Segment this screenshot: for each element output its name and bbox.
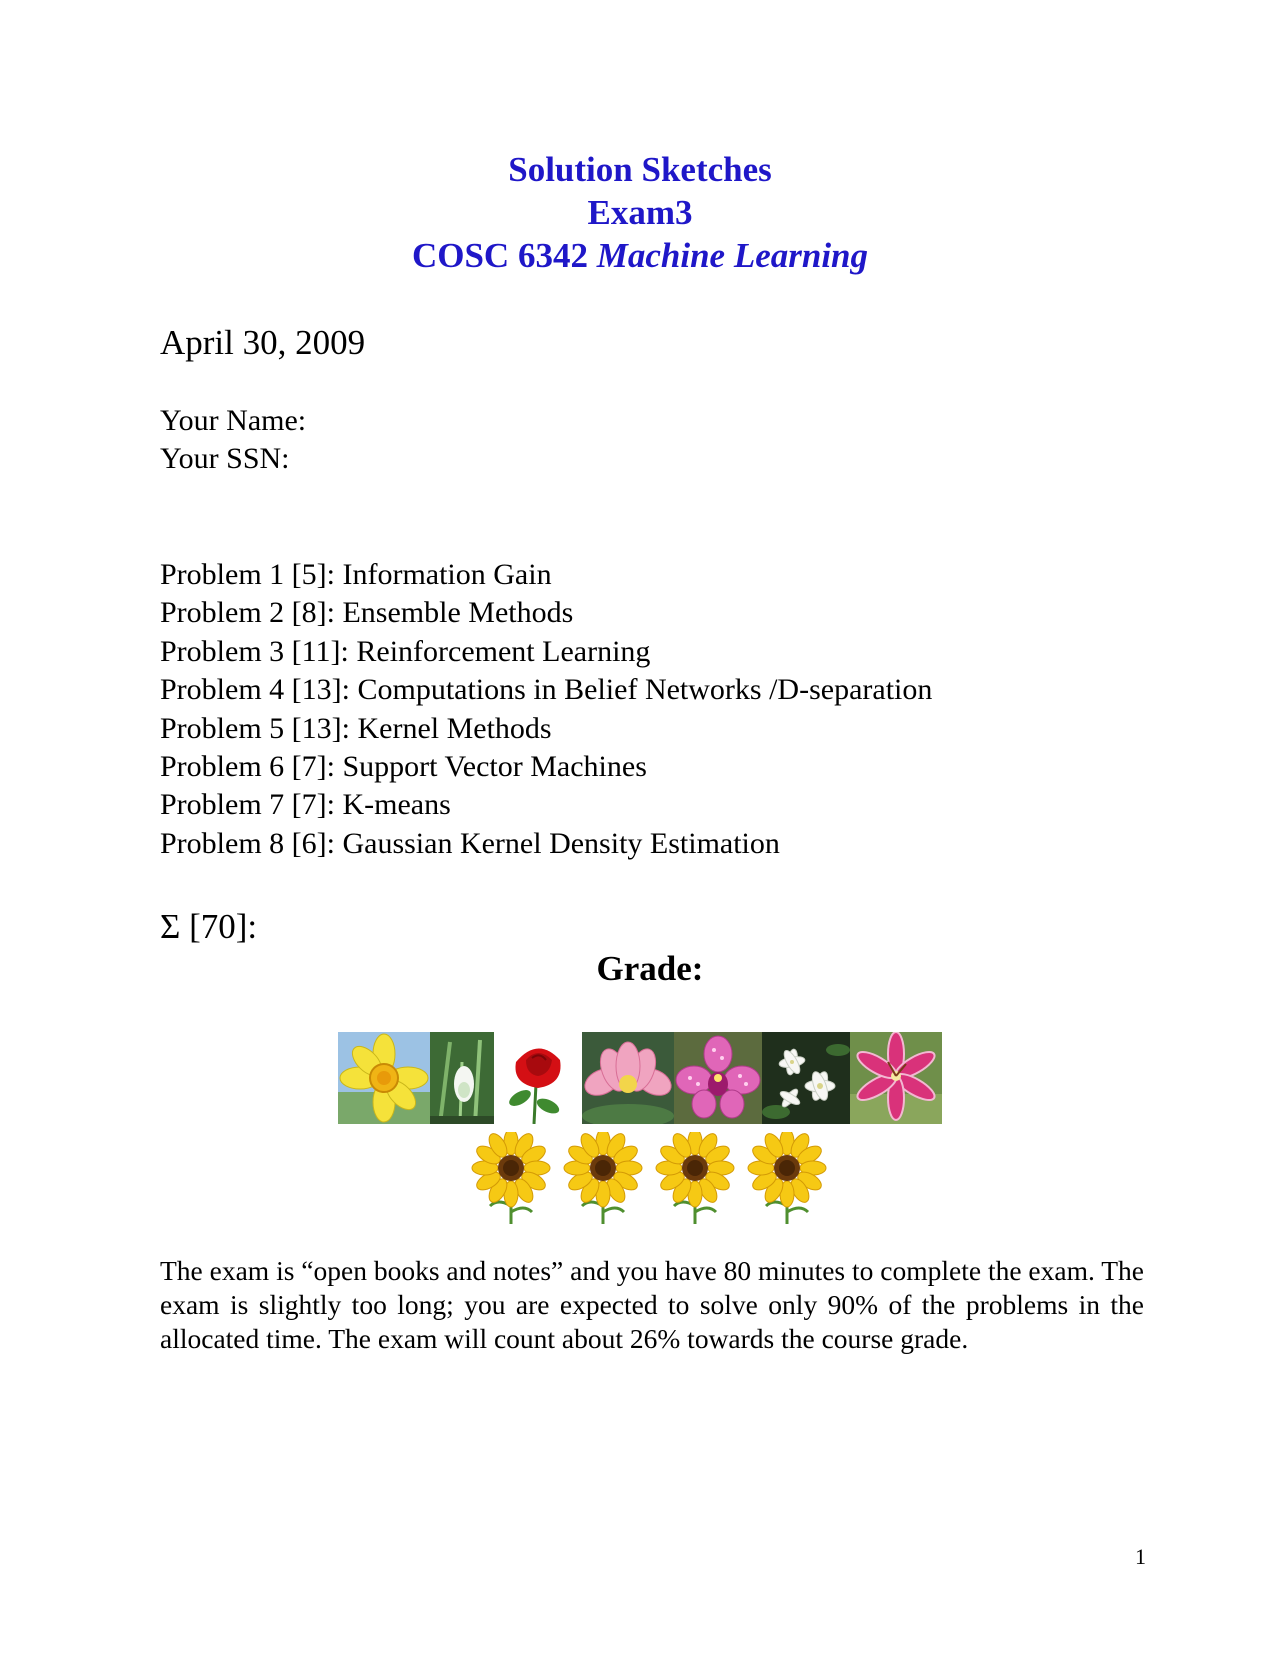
- jasmine-image: [762, 1032, 850, 1124]
- problem-item: Problem 4 [13]: Computations in Belief Networks /D-separation: [160, 673, 933, 707]
- title-line-course: [0, 234, 1280, 277]
- problem-item: Problem 3 [11]: Reinforcement Learning: [160, 634, 651, 668]
- problem-item: Problem 1 [5]: Information Gain: [160, 558, 552, 591]
- problem-item: Problem 8 [6]: Gaussian Kernel Density Estimation: [160, 826, 780, 860]
- page-number: 1: [1135, 1544, 1146, 1569]
- document-title: [0, 148, 1280, 277]
- student-fields: [160, 402, 306, 478]
- sunflower-image: [652, 1132, 738, 1224]
- orchid-image: [674, 1032, 762, 1124]
- exam-date: April 30, 2009: [160, 323, 366, 362]
- exam-instructions: The exam is “open books and notes” and you have 80 minutes to complete the exam. The exam is slightly too long; you are expected to solve only 90% of the problems in the allocated time. The exam will count about 26% towards the course grade.: [160, 1255, 1144, 1354]
- title-line-solution: Solution Sketches: [508, 150, 772, 189]
- sunflower-image: [560, 1132, 646, 1224]
- problem-list: [160, 556, 932, 863]
- course-name: Machine Learning: [596, 236, 869, 275]
- flower-photo-strip: [338, 1032, 942, 1124]
- ssn-field-label: Your SSN:: [160, 442, 290, 475]
- name-field-label: Your Name:: [160, 404, 307, 437]
- sunflower-image: [744, 1132, 830, 1224]
- problem-item: Problem 5 [13]: Kernel Methods: [160, 711, 552, 745]
- total-points: Σ [70]:: [160, 907, 258, 946]
- snowdrop-image: [430, 1032, 494, 1124]
- title-line-exam: Exam3: [587, 193, 693, 232]
- grade-label: Grade:: [596, 949, 704, 988]
- course-code: COSC 6342: [411, 236, 588, 275]
- lotus-image: [582, 1032, 674, 1124]
- lily-image: [850, 1032, 942, 1124]
- problem-item: Problem 6 [7]: Support Vector Machines: [160, 750, 647, 784]
- sunflower-row: [468, 1132, 830, 1224]
- problem-item: Problem 2 [8]: Ensemble Methods: [160, 596, 574, 630]
- sunflower-image: [468, 1132, 554, 1224]
- rose-image: [494, 1032, 582, 1124]
- problem-item: Problem 7 [7]: K-means: [160, 788, 451, 822]
- daffodil-image: [338, 1032, 430, 1124]
